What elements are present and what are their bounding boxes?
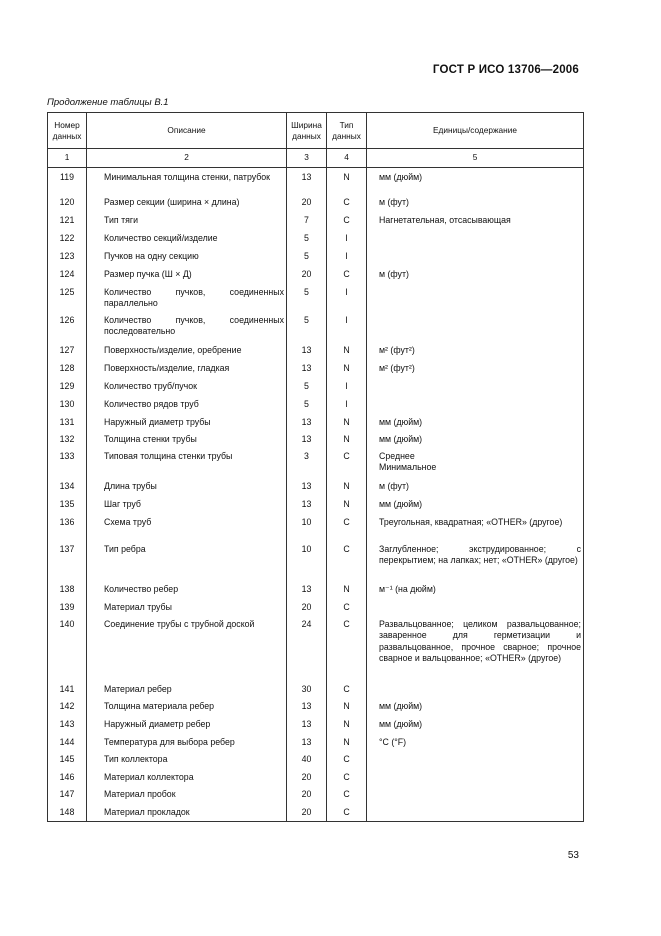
cell-type: I	[327, 232, 367, 250]
cell-units	[367, 214, 584, 232]
cell-units	[367, 498, 584, 516]
table-row	[48, 214, 584, 232]
table-row	[48, 618, 584, 683]
cell-width: 13	[287, 433, 327, 450]
cell-type: I	[327, 314, 367, 344]
cell-number: 147	[48, 788, 87, 806]
cell-units	[367, 450, 584, 480]
cell-number: 138	[48, 583, 87, 601]
column-number: 1	[48, 149, 87, 168]
cell-units	[367, 771, 584, 788]
column-number: 3	[287, 149, 327, 168]
cell-units	[367, 168, 584, 196]
cell-number: 141	[48, 683, 87, 700]
cell-type: C	[327, 788, 367, 806]
column-header-type: Тип данных	[327, 113, 367, 149]
cell-description: Количество пучков, соединенных последовательно	[87, 314, 287, 344]
table-row	[48, 196, 584, 214]
cell-number: 120	[48, 196, 87, 214]
cell-number: 136	[48, 516, 87, 543]
table-row	[48, 380, 584, 398]
table-row	[48, 344, 584, 362]
cell-type: N	[327, 433, 367, 450]
cell-description: Количество пучков, соединенных параллельно	[87, 286, 287, 314]
cell-units	[367, 601, 584, 618]
units-line: м² (фут²)	[379, 362, 415, 373]
cell-number: 128	[48, 362, 87, 380]
table-row	[48, 498, 584, 516]
units-line: м (фут)	[379, 196, 409, 207]
cell-number: 137	[48, 543, 87, 583]
cell-description: Поверхность/изделие, оребрение	[87, 344, 287, 362]
table-row	[48, 516, 584, 543]
cell-units	[367, 268, 584, 286]
cell-description: Материал трубы	[87, 601, 287, 618]
cell-units	[367, 806, 584, 822]
table-row	[48, 232, 584, 250]
cell-description: Размер пучка (Ш × Д)	[87, 268, 287, 286]
cell-description: Количество труб/пучок	[87, 380, 287, 398]
column-number: 4	[327, 149, 367, 168]
table-header	[48, 113, 584, 168]
cell-units	[367, 344, 584, 362]
cell-width: 20	[287, 601, 327, 618]
cell-description: Количество рядов труб	[87, 398, 287, 416]
cell-description: Материал коллектора	[87, 771, 287, 788]
cell-type: I	[327, 250, 367, 268]
column-header-width: Ширина данных	[287, 113, 327, 149]
page-number: 53	[567, 850, 579, 861]
cell-units	[367, 232, 584, 250]
cell-type: N	[327, 344, 367, 362]
cell-description: Тип коллектора	[87, 753, 287, 771]
cell-type: N	[327, 362, 367, 380]
cell-type: N	[327, 416, 367, 433]
cell-number: 126	[48, 314, 87, 344]
cell-width: 5	[287, 250, 327, 268]
cell-width: 13	[287, 416, 327, 433]
cell-number: 119	[48, 168, 87, 196]
cell-type: C	[327, 516, 367, 543]
cell-number: 143	[48, 718, 87, 736]
cell-number: 133	[48, 450, 87, 480]
cell-width: 13	[287, 583, 327, 601]
table-row	[48, 398, 584, 416]
cell-units	[367, 683, 584, 700]
cell-number: 139	[48, 601, 87, 618]
units-line: м⁻¹ (на дюйм)	[379, 583, 436, 594]
cell-units	[367, 700, 584, 718]
units-line: Треугольная, квадратная; «OTHER» (другое)	[379, 516, 563, 527]
table-row	[48, 736, 584, 753]
cell-number: 129	[48, 380, 87, 398]
cell-description: Тип тяги	[87, 214, 287, 232]
cell-width: 13	[287, 344, 327, 362]
cell-units	[367, 380, 584, 398]
cell-number: 131	[48, 416, 87, 433]
table-row	[48, 771, 584, 788]
cell-description: Тип ребра	[87, 543, 287, 583]
cell-width: 20	[287, 196, 327, 214]
cell-units	[367, 753, 584, 771]
cell-description: Наружный диаметр трубы	[87, 416, 287, 433]
table-row	[48, 788, 584, 806]
cell-type: I	[327, 380, 367, 398]
cell-description: Пучков на одну секцию	[87, 250, 287, 268]
cell-type: C	[327, 601, 367, 618]
cell-width: 5	[287, 314, 327, 344]
cell-type: C	[327, 683, 367, 700]
cell-type: I	[327, 398, 367, 416]
cell-width: 3	[287, 450, 327, 480]
cell-description: Материал пробок	[87, 788, 287, 806]
cell-units	[367, 516, 584, 543]
cell-width: 5	[287, 398, 327, 416]
cell-number: 140	[48, 618, 87, 683]
cell-width: 5	[287, 232, 327, 250]
table-row	[48, 268, 584, 286]
cell-units	[367, 314, 584, 344]
cell-description: Минимальная толщина стенки, патрубок	[87, 168, 287, 196]
units-line: Развальцованное; целиком развальцованное; заваренное для герметизации и развальцованное, прочное сварное; прочное сварное и вальцованное; «OTHER» (другое)	[379, 618, 581, 664]
units-line: Среднее	[379, 450, 415, 461]
cell-number: 145	[48, 753, 87, 771]
units-line: мм (дюйм)	[379, 433, 423, 444]
units-line: м² (фут²)	[379, 344, 415, 355]
cell-units	[367, 718, 584, 736]
table-row	[48, 314, 584, 344]
cell-description: Температура для выбора ребер	[87, 736, 287, 753]
units-line: м (фут)	[379, 268, 409, 279]
cell-type: C	[327, 753, 367, 771]
cell-description: Шаг труб	[87, 498, 287, 516]
cell-description: Толщина стенки трубы	[87, 433, 287, 450]
units-line: мм (дюйм)	[379, 498, 423, 509]
table-row	[48, 718, 584, 736]
cell-width: 13	[287, 480, 327, 498]
table-row	[48, 753, 584, 771]
cell-description: Типовая толщина стенки трубы	[87, 450, 287, 480]
cell-width: 13	[287, 168, 327, 196]
units-line: Минимальное	[379, 462, 437, 473]
cell-description: Количество ребер	[87, 583, 287, 601]
table-row	[48, 583, 584, 601]
cell-units	[367, 736, 584, 753]
cell-units	[367, 543, 584, 583]
cell-units	[367, 362, 584, 380]
units-line: °C (°F)	[379, 736, 407, 747]
cell-number: 142	[48, 700, 87, 718]
units-line: мм (дюйм)	[379, 718, 423, 729]
table-row	[48, 806, 584, 822]
cell-units	[367, 250, 584, 268]
units-line: Заглубленное; экструдированное; с перекрытием; на лапках; нет; «OTHER» (другое)	[379, 543, 581, 566]
units-line: мм (дюйм)	[379, 700, 423, 711]
table-row	[48, 433, 584, 450]
cell-type: N	[327, 480, 367, 498]
cell-number: 121	[48, 214, 87, 232]
cell-number: 123	[48, 250, 87, 268]
column-number: 2	[87, 149, 287, 168]
cell-number: 127	[48, 344, 87, 362]
cell-type: N	[327, 168, 367, 196]
table-row	[48, 362, 584, 380]
cell-units	[367, 618, 584, 683]
cell-width: 13	[287, 498, 327, 516]
cell-type: N	[327, 583, 367, 601]
table-body	[48, 168, 584, 822]
cell-type: C	[327, 196, 367, 214]
cell-type: N	[327, 700, 367, 718]
units-line: мм (дюйм)	[379, 172, 423, 182]
cell-type: N	[327, 718, 367, 736]
table-row	[48, 601, 584, 618]
units-line: Нагнетательная, отсасывающая	[379, 214, 511, 225]
table-row	[48, 416, 584, 433]
cell-number: 125	[48, 286, 87, 314]
cell-number: 122	[48, 232, 87, 250]
cell-type: I	[327, 286, 367, 314]
cell-description: Размер секции (ширина × длина)	[87, 196, 287, 214]
cell-units	[367, 286, 584, 314]
units-line: мм (дюйм)	[379, 416, 423, 427]
cell-width: 13	[287, 736, 327, 753]
cell-width: 20	[287, 806, 327, 822]
column-header-description: Описание	[87, 113, 287, 149]
cell-number: 134	[48, 480, 87, 498]
cell-type: N	[327, 498, 367, 516]
cell-description: Схема труб	[87, 516, 287, 543]
standard-header: ГОСТ Р ИСО 13706—2006	[432, 64, 579, 76]
table-caption: Продолжение таблицы В.1	[47, 97, 169, 108]
cell-width: 20	[287, 771, 327, 788]
cell-description: Соединение трубы с трубной доской	[87, 618, 287, 683]
cell-type: C	[327, 450, 367, 480]
table-row	[48, 683, 584, 700]
table-row	[48, 700, 584, 718]
cell-width: 40	[287, 753, 327, 771]
cell-width: 7	[287, 214, 327, 232]
cell-description: Длина трубы	[87, 480, 287, 498]
cell-type: N	[327, 736, 367, 753]
data-table	[47, 112, 584, 822]
cell-width: 5	[287, 380, 327, 398]
cell-units	[367, 196, 584, 214]
table-row	[48, 250, 584, 268]
cell-width: 20	[287, 788, 327, 806]
cell-number: 132	[48, 433, 87, 450]
cell-number: 124	[48, 268, 87, 286]
table-row	[48, 168, 584, 196]
cell-description: Количество секций/изделие	[87, 232, 287, 250]
cell-units	[367, 433, 584, 450]
cell-width: 5	[287, 286, 327, 314]
cell-description: Материал прокладок	[87, 806, 287, 822]
cell-type: C	[327, 214, 367, 232]
cell-number: 130	[48, 398, 87, 416]
cell-units	[367, 480, 584, 498]
units-line: м (фут)	[379, 480, 409, 491]
cell-units	[367, 583, 584, 601]
cell-width: 24	[287, 618, 327, 683]
table-row	[48, 450, 584, 480]
cell-width: 10	[287, 516, 327, 543]
cell-units	[367, 788, 584, 806]
column-header-number: Номер данных	[48, 113, 87, 149]
cell-type: C	[327, 618, 367, 683]
cell-description: Поверхность/изделие, гладкая	[87, 362, 287, 380]
table-row	[48, 480, 584, 498]
cell-type: C	[327, 806, 367, 822]
cell-width: 13	[287, 718, 327, 736]
cell-width: 13	[287, 700, 327, 718]
column-number: 5	[367, 149, 584, 168]
cell-number: 148	[48, 806, 87, 822]
cell-number: 135	[48, 498, 87, 516]
cell-width: 10	[287, 543, 327, 583]
cell-number: 144	[48, 736, 87, 753]
table-row	[48, 286, 584, 314]
cell-description: Толщина материала ребер	[87, 700, 287, 718]
cell-width: 13	[287, 362, 327, 380]
cell-description: Наружный диаметр ребер	[87, 718, 287, 736]
cell-units	[367, 398, 584, 416]
cell-type: C	[327, 543, 367, 583]
cell-units	[367, 416, 584, 433]
cell-width: 20	[287, 268, 327, 286]
cell-number: 146	[48, 771, 87, 788]
cell-type: C	[327, 771, 367, 788]
column-header-units: Единицы/содержание	[367, 113, 584, 149]
cell-description: Материал ребер	[87, 683, 287, 700]
cell-width: 30	[287, 683, 327, 700]
table-row	[48, 543, 584, 583]
cell-type: C	[327, 268, 367, 286]
